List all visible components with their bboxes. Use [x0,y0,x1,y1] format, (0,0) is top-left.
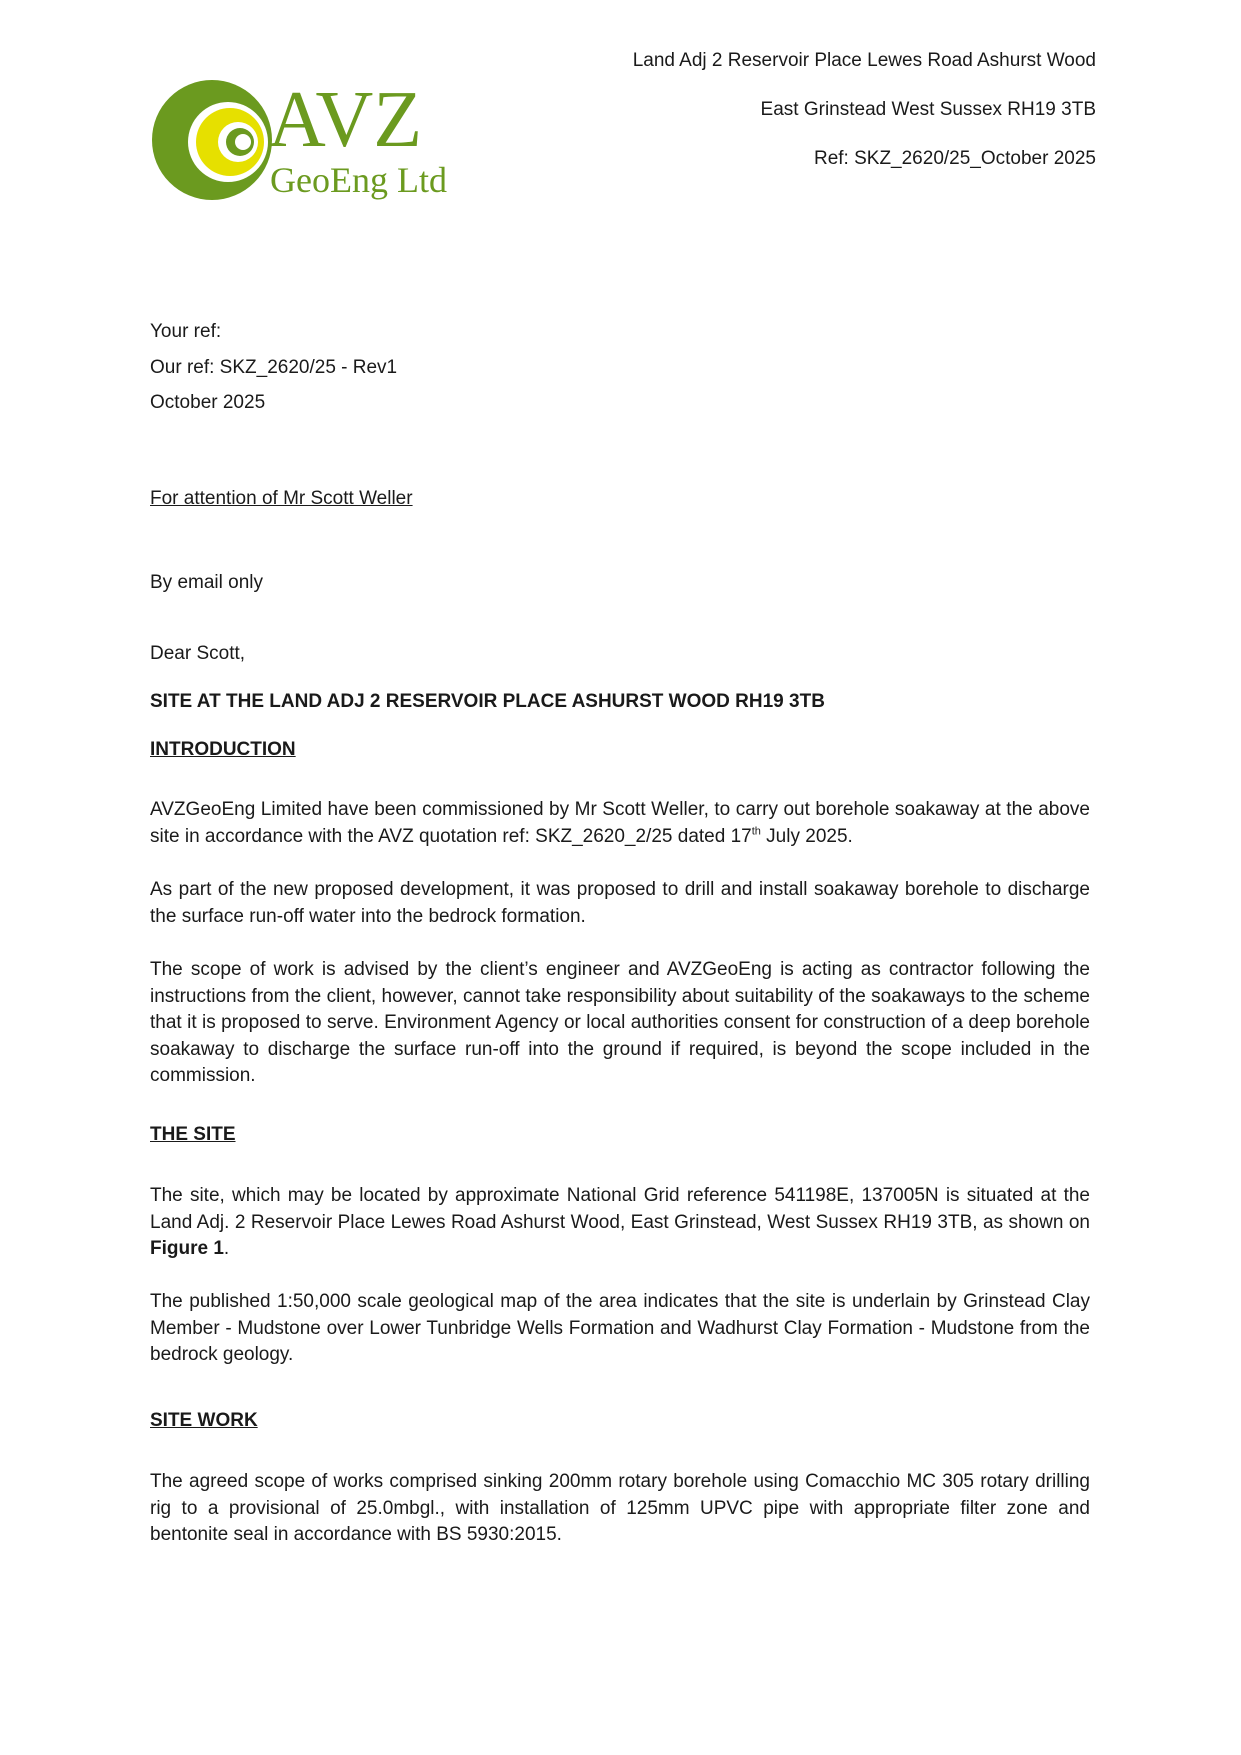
company-logo [150,78,470,203]
logo-graphic [150,78,470,203]
heading-site-work: SITE WORK [150,1410,258,1431]
intro-p1-superscript: th [751,825,761,838]
site-paragraph-1 [150,1183,1090,1263]
site-paragraph-2: The published 1:50,000 scale geological map of the area indicates that the site is underlain by Grinstead Clay Member - Mudstone over Lower Tunbridge Wells Formation and Wadhurst Clay Formation - Mudstone from the bedrock geology. [150,1291,1090,1365]
our-ref: Our ref: SKZ_2620/25 - Rev1 [150,357,398,378]
intro-paragraph-1 [150,797,1090,850]
site-p1-end: . [223,1238,230,1259]
logo-brand-bottom: GeoEng Ltd [270,160,447,200]
logo-core [235,134,251,150]
logo-brand-top: AVZ [268,78,423,164]
intro-p1-end: July 2025. [760,825,853,847]
site-p1-text: The site, which may be located by approximate National Grid reference 541198E, 137005N is situated at the Land Adj. 2 Reservoir Place Lewes Road Ashurst Wood, East Grinstead, West Sussex RH19 3TB, as shown on [150,1185,1090,1233]
letter-date: October 2025 [150,392,266,413]
attention-line: For attention of Mr Scott Weller [150,488,413,509]
address-line-1: Land Adj 2 Reservoir Place Lewes Road Ashurst Wood [632,50,1096,71]
figure-reference: Figure 1 [150,1238,224,1259]
intro-paragraph-3: The scope of work is advised by the client’s engineer and AVZGeoEng is acting as contractor following the instructions from the client, however, cannot take responsibility about suitability of the soakaways to the scheme that it is proposed to serve. Environment Agency or local authorities consent for construction of a deep borehole soakaway to discharge the surface run-off into the ground if required, is beyond the scope included in the commission. [150,959,1090,1086]
salutation: Dear Scott, [150,643,246,664]
intro-paragraph-2: As part of the new proposed development, it was proposed to drill and install soakaway borehole to discharge the surface run-off water into the bedrock formation. [150,879,1090,927]
site-work-paragraph-1: The agreed scope of works comprised sinking 200mm rotary borehole using Comacchio MC 305 rotary drilling rig to a provisional of 25.0mbgl., with installation of 125mm UPVC pipe with appropriate filter zone and bentonite seal in accordance with BS 5930:2015. [150,1471,1090,1545]
address-line-2: East Grinstead West Sussex RH19 3TB [760,99,1096,120]
heading-introduction: INTRODUCTION [150,739,296,760]
delivery-method: By email only [150,572,263,593]
subject-line: SITE AT THE LAND ADJ 2 RESERVOIR PLACE ASHURST WOOD RH19 3TB [150,691,825,712]
your-ref: Your ref: [150,321,222,342]
heading-the-site: THE SITE [150,1124,236,1145]
reference-line: Ref: SKZ_2620/25_October 2025 [813,148,1096,169]
intro-p1-text: AVZGeoEng Limited have been commissioned by Mr Scott Weller, to carry out borehole soakaway at the above site in accordance with the AVZ quotation ref: SKZ_2620_2/25 dated 17 [150,799,1090,847]
